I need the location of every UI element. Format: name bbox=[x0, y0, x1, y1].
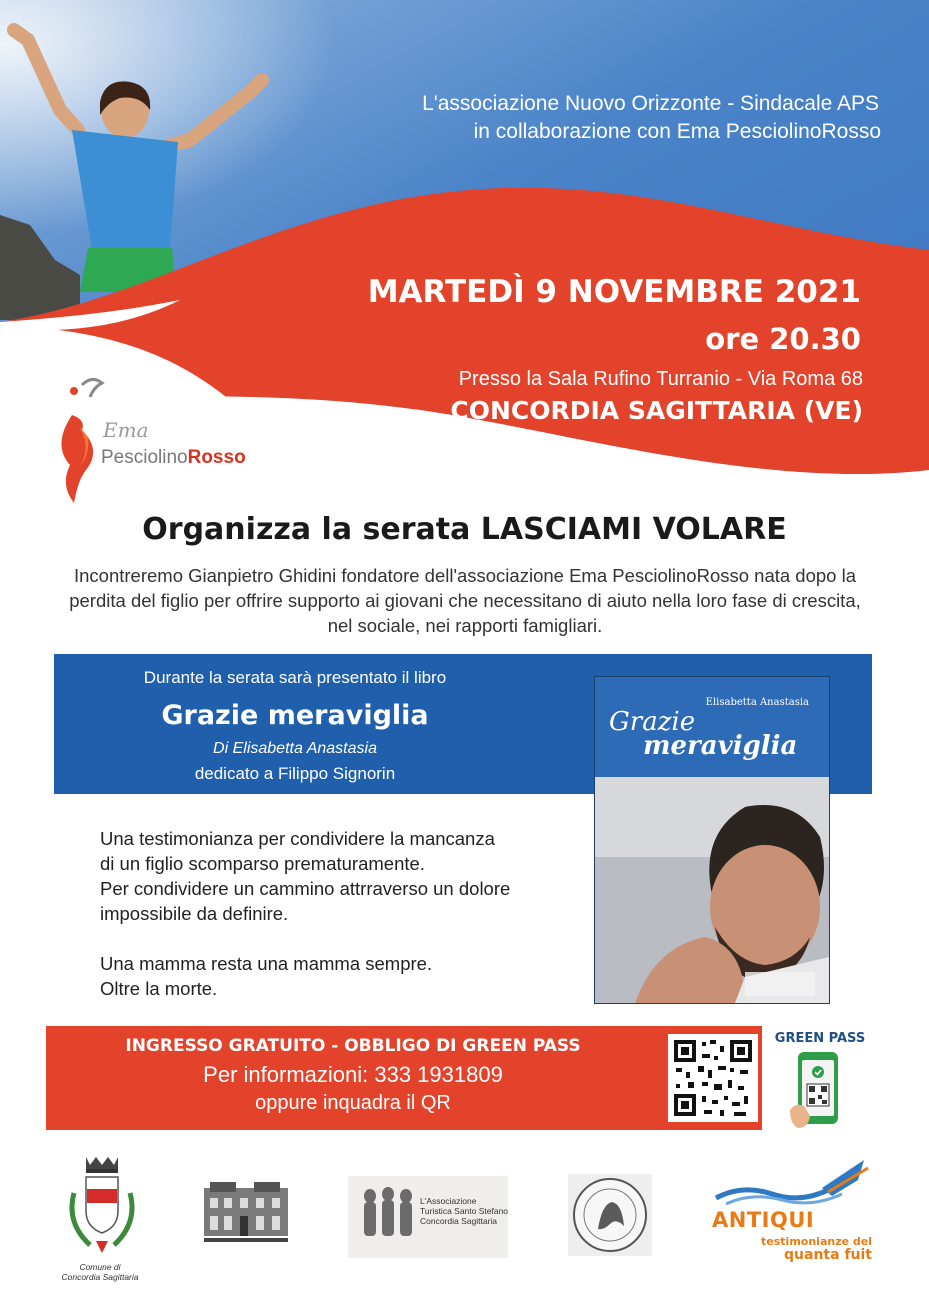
testimony-line: Oltre la morte. bbox=[100, 978, 218, 999]
event-time: ore 20.30 bbox=[705, 322, 861, 356]
testimony-line: di un figlio scomparso prematuramente. bbox=[100, 853, 425, 874]
antiqui-book-logo-icon bbox=[712, 1158, 870, 1206]
organizer-line-2: in collaborazione con Ema PesciolinoRosso bbox=[473, 120, 881, 143]
comune-caption-line: Concordia Sagittaria bbox=[61, 1272, 139, 1282]
comune-caption bbox=[50, 1262, 150, 1282]
green-pass-phone-icon bbox=[790, 1050, 850, 1130]
free-entry-text: INGRESSO GRATUITO - OBBLIGO DI GREEN PASS bbox=[125, 1036, 581, 1056]
cover-title-1: Grazie bbox=[609, 707, 696, 737]
associazione-caption-line: Concordia Sagittaria bbox=[420, 1216, 498, 1226]
qr-code-icon[interactable] bbox=[668, 1034, 758, 1122]
associazione-caption-line: L'Associazione bbox=[420, 1196, 477, 1206]
testimony-text bbox=[100, 826, 580, 1001]
ema-logo-script: Ema bbox=[103, 418, 149, 442]
book-dedication: dedicato a Filippo Signorin bbox=[194, 764, 396, 783]
antiqui-motto: quanta fuit bbox=[784, 1247, 872, 1263]
associazione-caption bbox=[420, 1196, 520, 1226]
testimony-line: impossibile da definire. bbox=[100, 903, 289, 924]
cover-title-2: meraviglia bbox=[643, 731, 798, 761]
event-intro: Incontreremo Gianpietro Ghidini fondatore dell'associazione Ema PesciolinoRosso nata dopo la perdita del figlio per offrire supporto ai giovani che necessitano di aiuto nella loro fase di crescita, nel sociale, nei rapporti famigliari. bbox=[69, 565, 861, 636]
organizer-line-1: L'associazione Nuovo Orizzonte - Sindacale APS bbox=[422, 92, 879, 115]
book-title: Grazie meraviglia bbox=[161, 700, 429, 731]
testimony-line: Una testimonianza per condividere la mancanza bbox=[100, 828, 495, 849]
info-qr-text: oppure inquadra il QR bbox=[255, 1092, 451, 1114]
info-phone: Per informazioni: 333 1931809 bbox=[203, 1062, 503, 1087]
cover-author: Elisabetta Anastasia bbox=[705, 697, 809, 708]
cover-portrait-photo bbox=[595, 777, 829, 1003]
book-intro: Durante la serata sarà presentato il libro bbox=[143, 668, 447, 687]
comune-coat-of-arms-icon bbox=[60, 1153, 144, 1261]
testimony-line: Una mamma resta una mamma sempre. bbox=[100, 953, 433, 974]
event-date: MARTEDÌ 9 NOVEMBRE 2021 bbox=[367, 274, 861, 310]
comune-caption-line: Comune di bbox=[79, 1262, 121, 1272]
event-venue: Presso la Sala Rufino Turranio - Via Roma 68 bbox=[458, 368, 863, 390]
green-pass-label: GREEN PASS bbox=[774, 1031, 866, 1046]
ema-logo-name: PesciolinoRosso bbox=[101, 447, 246, 468]
antiqui-subtitle: testimonianze del bbox=[761, 1235, 872, 1248]
testimony-line: Per condividere un cammino attrraverso un dolore bbox=[100, 878, 511, 899]
round-seal-logo-icon bbox=[568, 1174, 652, 1256]
book-author: Di Elisabetta Anastasia bbox=[213, 740, 377, 757]
event-title: Organizza la serata LASCIAMI VOLARE bbox=[142, 512, 787, 547]
antiqui-title: ANTIQUI bbox=[712, 1208, 815, 1232]
book-cover bbox=[594, 676, 830, 1004]
associazione-caption-line: Turistica Santo Stefano bbox=[420, 1206, 509, 1216]
museum-building-logo-icon bbox=[200, 1178, 292, 1250]
event-city: CONCORDIA SAGITTARIA (VE) bbox=[450, 396, 863, 425]
